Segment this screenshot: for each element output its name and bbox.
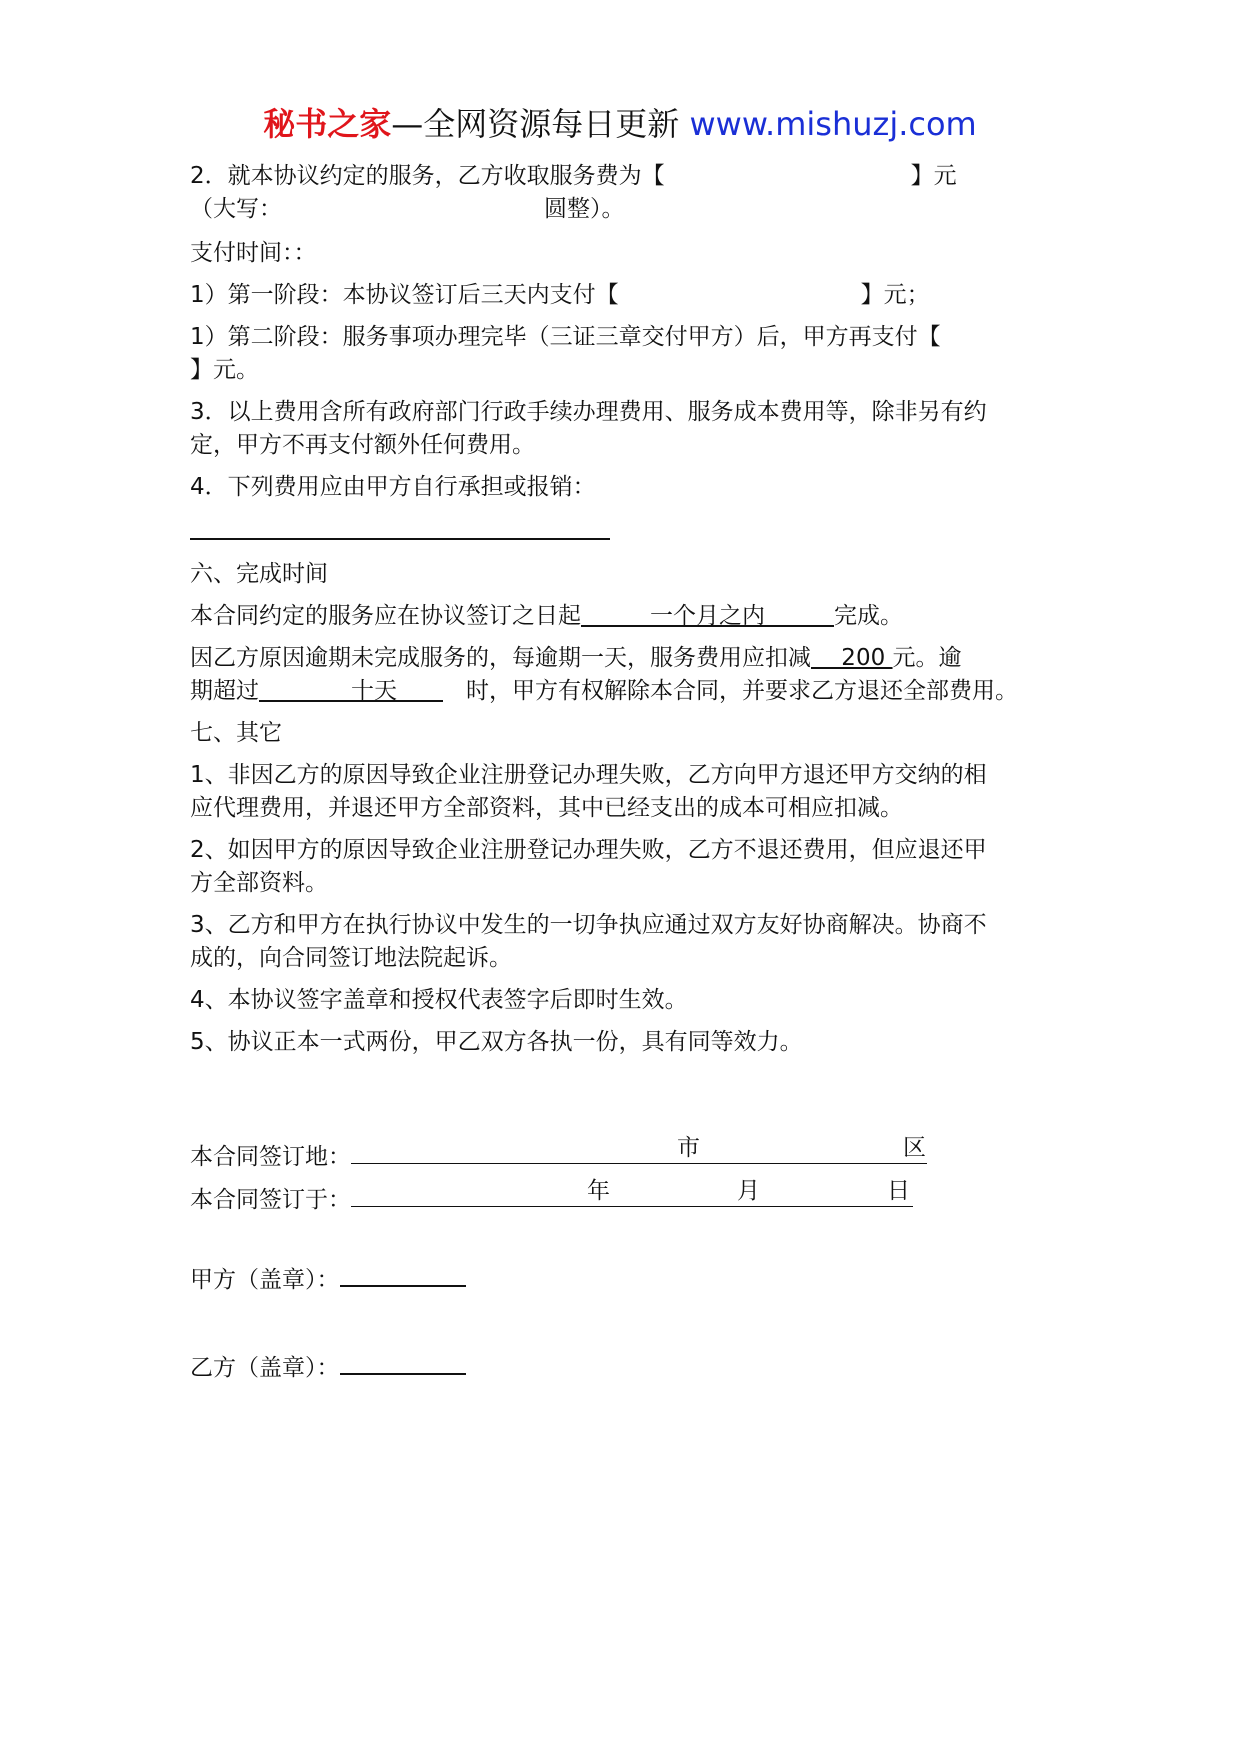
item-3-line-2: 定，甲方不再支付额外任何费用。 [190,432,535,458]
section-7-item-3-line-2: 成的，向合同签订地法院起诉。 [190,945,512,971]
signing-date-label: 本合同签订于： [190,1187,351,1213]
overdue-limit: 十天 [259,678,443,704]
pay-time: 支付时间：： [190,240,317,266]
party-b-line [190,1349,1090,1385]
contract-body [190,160,1090,1385]
item-4: 4．下列费用应由甲方自行承担或报销： [190,474,596,500]
section-6-line-2 [190,642,1090,675]
signing-place-label: 本合同签订地： [190,1144,351,1170]
signing-district-label: 区 [903,1135,926,1161]
signing-city-label: 市 [677,1135,700,1161]
section-7-item-1-line-2: 应代理费用，并退还甲方全部资料，其中已经支出的成本可相应扣减。 [190,795,903,821]
fee-line-2-text: （大写： [190,196,282,222]
party-b-label: 乙方（盖章）： [190,1355,340,1381]
section-6-line-2-text: 因乙方原因逾期未完成服务的，每逾期一天，服务费用应扣减 [190,645,811,671]
stage-1-suffix: 】元； [860,282,930,308]
completion-period: 一个月之内 [581,603,834,629]
fee-line-1-text: 2．就本协议约定的服务，乙方收取服务费为【 [190,163,665,189]
signing-date-line [190,1180,1090,1217]
header-tagline: —全网资源每日更新 [391,105,690,143]
section-6-line-2-suffix: 元。逾 [892,645,962,671]
section-7-item-3-line-1: 3、乙方和甲方在执行协议中发生的一切争执应通过双方友好协商解决。协商不 [190,912,987,938]
section-7-title: 七、其它 [190,720,282,746]
site-header [0,100,1240,148]
daily-deduction: 200 [811,645,893,671]
section-7-item-2-line-2: 方全部资料。 [190,870,328,896]
signing-month-label: 月 [737,1178,760,1204]
section-6-line-1-text: 本合同约定的服务应在协议签订之日起 [190,603,581,629]
section-6-title: 六、完成时间 [190,561,328,587]
expense-blank-line [190,538,610,540]
signing-year-label: 年 [587,1178,610,1204]
item-3-line-1: 3．以上费用含所有政府部门行政手续办理费用、服务成本费用等，除非另有约 [190,399,987,425]
fee-line-2 [190,193,1090,226]
section-6-line-1-suffix: 完成。 [834,603,903,629]
signing-day-label: 日 [887,1178,910,1204]
party-a-line [190,1261,1090,1297]
section-6-line-1 [190,600,1090,633]
signing-place-blank [351,1137,927,1164]
fee-line-1 [190,160,1090,193]
stage-2-line-2: 】元。 [190,357,259,383]
section-7-item-2-line-1: 2、如因甲方的原因导致企业注册登记办理失败，乙方不退还费用，但应退还甲 [190,837,987,863]
fee-line-2-suffix: 圆整）。 [544,196,625,222]
fee-line-1-suffix: 】元 [910,163,957,189]
section-7-item-4: 4、本协议签字盖章和授权代表签字后即时生效。 [190,987,688,1013]
section-6-line-3 [190,675,1090,708]
stage-1-text: 1）第一阶段：本协议签订后三天内支付【 [190,282,619,308]
header-url: www.mishuzj.com [689,105,977,143]
section-7-item-5: 5、协议正本一式两份，甲乙双方各执一份，具有同等效力。 [190,1029,803,1055]
party-a-signature-blank [340,1261,466,1287]
party-a-label: 甲方（盖章）： [190,1267,340,1293]
stage-2-line-1: 1）第二阶段：服务事项办理完毕（三证三章交付甲方）后，甲方再支付【 [190,324,941,350]
stage-1 [190,279,1090,312]
header-brand: 秘书之家 [263,105,392,143]
section-7-item-1-line-1: 1、非因乙方的原因导致企业注册登记办理失败，乙方向甲方退还甲方交纳的相 [190,762,987,788]
section-6-line-3-suffix: 时，甲方有权解除本合同，并要求乙方退还全部费用。 [443,678,1018,704]
party-b-signature-blank [340,1349,466,1375]
signing-place-line [190,1137,1090,1174]
section-6-line-3-text: 期超过 [190,678,259,704]
signing-date-blank [351,1180,913,1207]
